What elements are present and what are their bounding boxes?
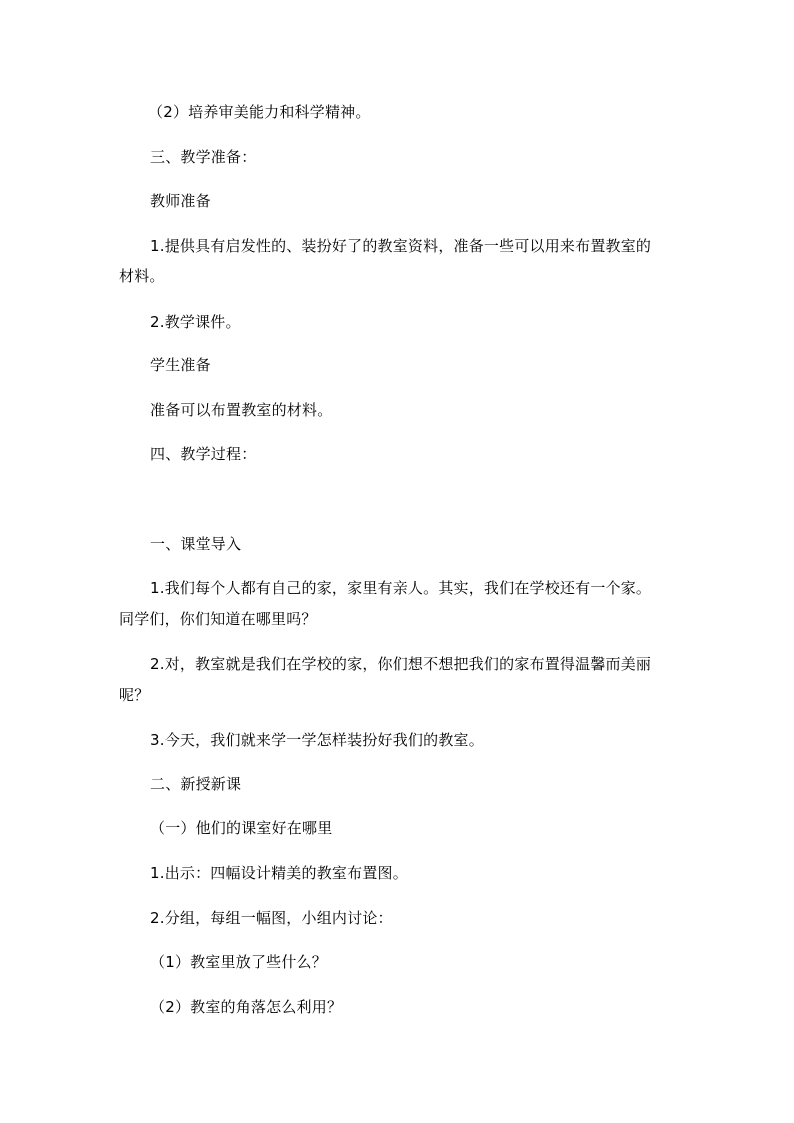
objective-line: （2）培养审美能力和科学精神。 <box>148 103 371 121</box>
lesson-item-1: 1.出示：四幅设计精美的教室布置图。 <box>150 864 408 882</box>
section-heading-process: 四、教学过程： <box>150 445 257 463</box>
heading-new-lesson: 二、新授新课 <box>150 775 242 793</box>
intro-item-2: 2.对，教室就是我们在学校的家，你们想不想把我们的家布置得温馨而美丽 <box>150 655 652 673</box>
discussion-question-2: （2）教室的角落怎么利用？ <box>150 998 343 1016</box>
student-prep-item: 准备可以布置教室的材料。 <box>150 401 333 419</box>
intro-item-3: 3.今天，我们就来学一学怎样装扮好我们的教室。 <box>150 731 484 749</box>
teacher-prep-item-2: 2.教学课件。 <box>150 313 241 331</box>
heading-class-intro: 一、课堂导入 <box>150 535 242 553</box>
discussion-question-1: （1）教室里放了些什么？ <box>150 953 327 971</box>
section-heading-preparation: 三、教学准备： <box>150 148 257 166</box>
lesson-item-2: 2.分组，每组一幅图，小组内讨论： <box>150 909 393 927</box>
teacher-prep-item-1-continued: 材料。 <box>119 267 165 285</box>
subheading-teacher-prep: 教师准备 <box>150 192 211 210</box>
teacher-prep-item-1: 1.提供具有启发性的、装扮好了的教室资料，准备一些可以用来布置教室的 <box>150 237 652 255</box>
intro-item-1-continued: 同学们，你们知道在哪里吗？ <box>119 610 317 628</box>
intro-item-1: 1.我们每个人都有自己的家，家里有亲人。其实，我们在学校还有一个家。 <box>150 579 652 597</box>
intro-item-2-continued: 呢？ <box>119 686 150 704</box>
subheading-student-prep: 学生准备 <box>150 356 211 374</box>
subheading-their-classroom: （一）他们的课室好在哪里 <box>150 819 333 837</box>
